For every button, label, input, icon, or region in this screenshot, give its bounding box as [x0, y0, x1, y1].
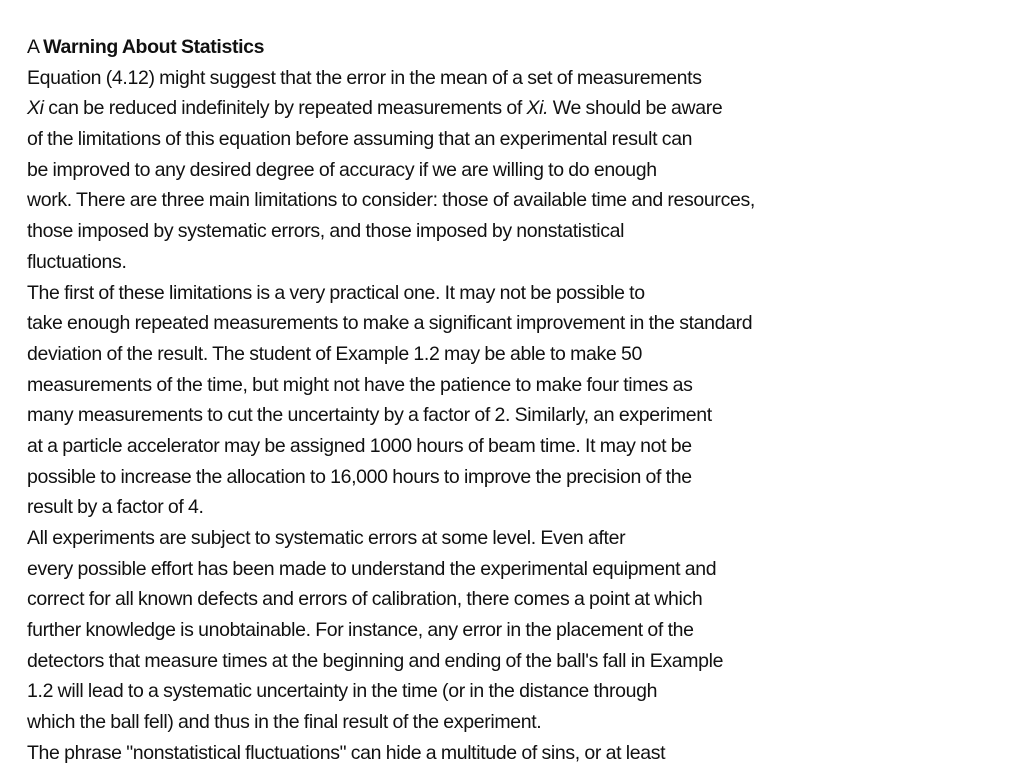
text-line-14: possible to increase the allocation to 16,000 hours to improve the precision of the: [27, 465, 692, 488]
text-line-16: All experiments are subject to systematic errors at some level. Even after: [27, 527, 626, 549]
section-heading: [27, 32, 1017, 63]
document-text: [27, 32, 1017, 768]
text-line-18: correct for all known defects and errors of calibration, there comes a point at which: [27, 588, 703, 611]
text-line-22: which the ball fell) and thus in the final result of the experiment.: [27, 711, 542, 734]
text-line-11: measurements of the time, but might not have the patience to make four times as: [27, 373, 693, 396]
text-line-4: be improved to any desired degree of accuracy if we are willing to do enough: [27, 158, 657, 181]
text-line-8: The first of these limitations is a very practical one. It may not be possible to: [27, 281, 645, 304]
text-line-12: many measurements to cut the uncertainty by a factor of 2. Similarly, an experiment: [27, 404, 712, 427]
variable-xi: Xi.: [526, 97, 549, 120]
heading-title: Warning About Statistics: [43, 36, 265, 58]
text-line-13: at a particle accelerator may be assigned 1000 hours of beam time. It may not be: [27, 434, 692, 457]
text-line-10: deviation of the result. The student of Example 1.2 may be able to make 50: [27, 342, 642, 365]
text-line-9: take enough repeated measurements to make a significant improvement in the standard: [27, 312, 753, 335]
text-line-7: fluctuations.: [27, 250, 127, 273]
text-line-23: The phrase "nonstatistical fluctuations" can hide a multitude of sins, or at least: [27, 741, 666, 764]
text-line-1: Equation (4.12) might suggest that the error in the mean of a set of measurements: [27, 66, 702, 89]
text-line-15: result by a factor of 4.: [27, 496, 204, 519]
text-line-19: further knowledge is unobtainable. For instance, any error in the placement of the: [27, 619, 694, 642]
text-line-6: those imposed by systematic errors, and those imposed by nonstatistical: [27, 220, 625, 243]
text-line-2: [27, 93, 1017, 124]
text-line-20: detectors that measure times at the beginning and ending of the ball's fall in Example: [27, 649, 724, 672]
variable-xi: Xi: [27, 97, 44, 120]
text-line-2-end: We should be aware: [548, 97, 723, 120]
text-line-21: 1.2 will lead to a systematic uncertainty in the time (or in the distance through: [27, 680, 658, 703]
heading-prefix: A: [27, 36, 44, 58]
text-line-17: every possible effort has been made to understand the experimental equipment and: [27, 557, 717, 580]
text-line-5: work. There are three main limitations to consider: those of available time and resources,: [27, 189, 755, 212]
text-line-2-middle: can be reduced indefinitely by repeated measurements of: [43, 97, 527, 120]
text-line-3: of the limitations of this equation before assuming that an experimental result can: [27, 128, 693, 151]
